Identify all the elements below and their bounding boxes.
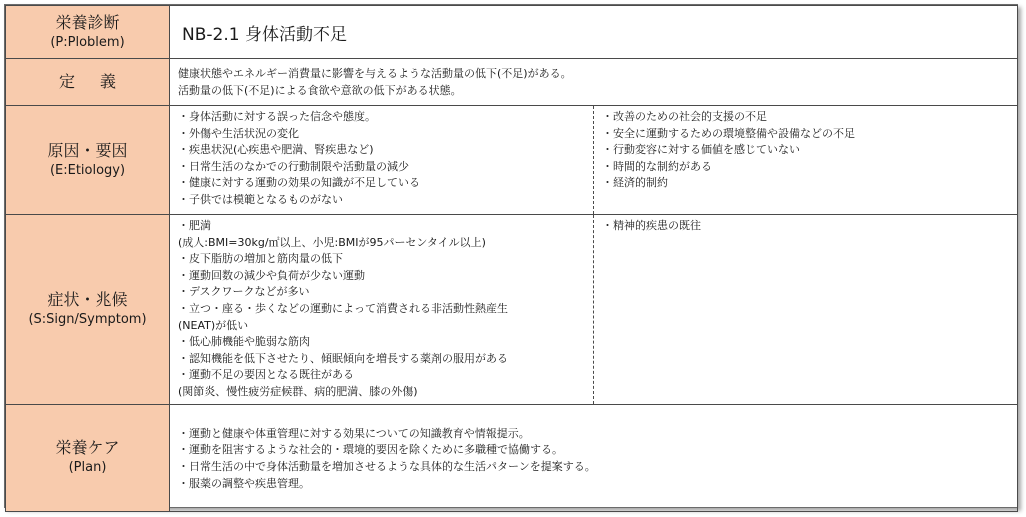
definition-text (170, 59, 1018, 106)
row-symptom (6, 215, 1018, 405)
list-item: ・精神的疾患の既往 (602, 219, 701, 232)
diagnosis-label-sub: (P:Ploblem) (50, 34, 125, 50)
list-item: ・外傷や生活状況の変化 (178, 126, 299, 140)
etiology-label-cell (6, 106, 170, 215)
list-item: ・立つ・座る・歩くなどの運動によって消費される非活動性熱産生 (178, 301, 508, 315)
list-item: ・日常生活の中で身体活動量を増加させるような具体的な生活パターンを提案する。 (178, 460, 596, 474)
diagnosis-label: 栄養診断 (55, 12, 120, 32)
list-item: ・低心肺機能や脆弱な筋肉 (178, 335, 310, 349)
definition-line: 活動量の低下(不足)による食欲や意欲の低下がある状態。 (178, 84, 462, 97)
nutrition-diagnosis-sheet (4, 4, 1018, 508)
list-item: ・運動と健康や体重管理に対する効果についての知識教育や情報提示。 (178, 426, 530, 440)
list-item: ・行動変容に対する価値を感じていない (602, 143, 800, 157)
list-item: ・時間的な制約がある (602, 159, 712, 173)
row-plan (6, 404, 1018, 511)
definition-line: 健康状態やエネルギー消費量に影響を与えるような活動量の低下(不足)がある。 (178, 67, 572, 80)
list-item: ・経済的制約 (602, 176, 668, 190)
list-item: (NEAT)が低い (178, 318, 249, 332)
list-item: ・運動を阻害するような社会的・環境的要因を除くために多職種で協働する。 (178, 443, 563, 457)
list-item: ・子供では模範となるものがない (178, 192, 343, 206)
symptom-left-list (170, 215, 594, 405)
plan-label-sub: (Plan) (68, 460, 107, 476)
list-item: ・認知機能を低下させたり、傾眠傾向を増長する薬剤の服用がある (178, 351, 508, 365)
diagnosis-label-cell (6, 6, 170, 59)
symptom-label: 症状・兆候 (47, 289, 128, 309)
list-item: ・疾患状況(心疾患や肥満、腎疾患など) (178, 143, 374, 157)
symptom-label-sub: (S:Sign/Symptom) (28, 311, 147, 327)
etiology-label-sub: (E:Etiology) (49, 162, 126, 178)
plan-list (170, 404, 1018, 511)
etiology-right-list (594, 106, 1018, 215)
definition-label: 定 義 (58, 72, 127, 91)
plan-label-cell (6, 404, 170, 511)
list-item: (関節炎、慢性疲労症候群、病的肥満、膝の外傷) (178, 384, 418, 398)
row-definition (6, 59, 1018, 106)
list-item: ・運動不足の要因となる既往がある (178, 368, 354, 382)
list-item: ・服薬の調整や疾患管理。 (178, 476, 310, 490)
list-item: ・デスクワークなどが多い (178, 285, 310, 299)
list-item: ・肥満 (178, 219, 211, 232)
definition-label-cell (6, 59, 170, 106)
diagnosis-table (5, 5, 1018, 512)
list-item: ・安全に運動するための環境整備や設備などの不足 (602, 126, 855, 140)
list-item: ・改善のための社会的支援の不足 (602, 110, 767, 123)
etiology-left-list (170, 106, 594, 215)
list-item: ・皮下脂肪の増加と筋肉量の低下 (178, 252, 343, 266)
symptom-right-list (594, 215, 1018, 405)
plan-label: 栄養ケア (55, 438, 120, 458)
symptom-label-cell (6, 215, 170, 405)
row-diagnosis (6, 6, 1018, 59)
diagnosis-value: NB-2.1 身体活動不足 (170, 6, 1018, 59)
list-item: ・健康に対する運動の効果の知識が不足している (178, 176, 420, 190)
list-item: ・日常生活のなかでの行動制限や活動量の減少 (178, 159, 409, 173)
list-item: (成人:BMI=30kg/㎡以上、小児:BMIが95パーセンタイル以上) (178, 235, 486, 249)
list-item: ・身体活動に対する誤った信念や態度。 (178, 110, 376, 123)
etiology-label: 原因・要因 (47, 140, 128, 160)
list-item: ・運動回数の減少や負荷が少ない運動 (178, 268, 365, 282)
row-etiology (6, 106, 1018, 215)
